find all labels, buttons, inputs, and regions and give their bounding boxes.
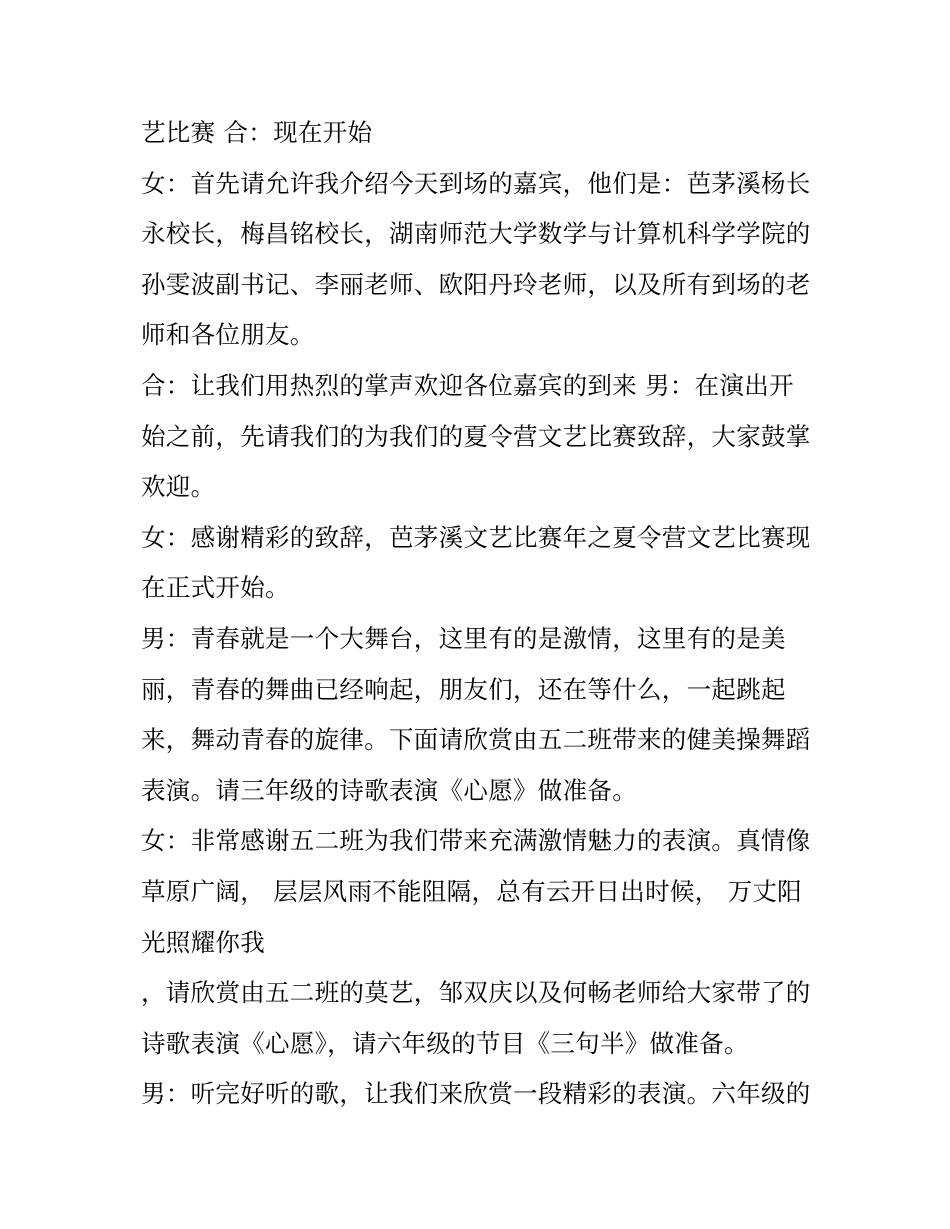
text-line: 男：青春就是一个大舞台，这里有的是激情，这里有的是美: [141, 623, 786, 653]
text-line: 艺比赛 合：现在开始: [141, 118, 373, 147]
text-line: 光照耀你我: [141, 927, 265, 957]
document-body: [141, 108, 831, 1120]
text-line: 孙雯波副书记、李丽老师、欧阳丹玲老师，以及所有到场的老: [141, 269, 811, 299]
text-line: 女：感谢精彩的致辞，芭茅溪文艺比赛年之夏令营文艺比赛现: [141, 522, 811, 552]
text-line: 在正式开始。: [141, 573, 290, 603]
text-line: 始之前，先请我们的为我们的夏令营文艺比赛致辞，大家鼓掌: [141, 421, 811, 451]
text-line: 表演。请三年级的诗歌表演《心愿》做准备。: [141, 775, 637, 805]
text-line: 诗歌表演《心愿》，请六年级的节目《三句半》做准备。: [141, 1028, 749, 1058]
text-line: 合：让我们用热烈的掌声欢迎各位嘉宾的到来 男：在演出开: [141, 370, 794, 400]
text-line: 师和各位朋友。: [141, 320, 315, 350]
text-line: 草原广阔， 层层风雨不能阻隔，总有云开日出时候， 万丈阳: [141, 876, 802, 906]
text-line: 女：非常感谢五二班为我们带来充满激情魅力的表演。真情像: [141, 826, 811, 856]
text-line: ，请欣赏由五二班的莫艺，邹双庆以及何畅老师给大家带了的: [141, 978, 811, 1008]
text-line: 来，舞动青春的旋律。下面请欣赏由五二班带来的健美操舞蹈: [141, 725, 811, 755]
text-line: 男：听完好听的歌，让我们来欣赏一段精彩的表演。六年级的: [141, 1079, 811, 1109]
text-line: 女：首先请允许我介绍今天到场的嘉宾，他们是：芭茅溪杨长: [141, 168, 811, 198]
text-line: 欢迎。: [141, 472, 216, 502]
text-line: 丽，青春的舞曲已经响起，朋友们，还在等什么，一起跳起: [141, 674, 786, 704]
text-line: 永校长，梅昌铭校长，湖南师范大学数学与计算机科学学院的: [141, 219, 811, 249]
